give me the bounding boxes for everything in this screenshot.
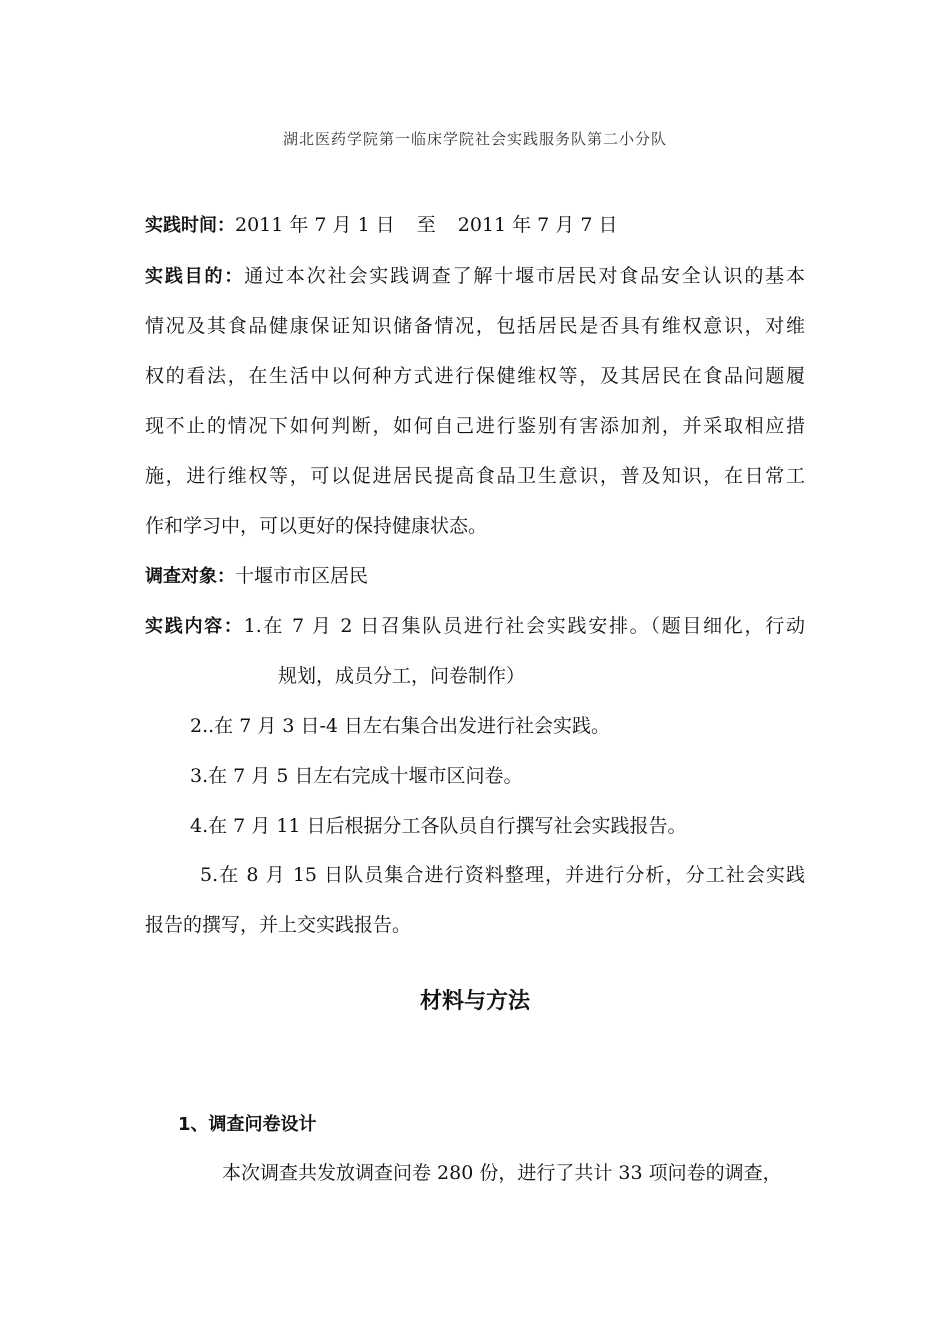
target-label: 调查对象：: [145, 566, 235, 587]
document-header: 湖北医药学院第一临床学院社会实践服务队第二小分队: [282, 130, 667, 148]
content-item-3: 3.在 7 月 5 日左右完成十堰市区问卷。: [190, 765, 523, 787]
purpose-label: 实践目的：: [145, 266, 245, 287]
content-label: 实践内容：: [145, 616, 244, 637]
practice-time-separator: 至: [416, 214, 436, 236]
content-item-5-line-1: 5.在 8 月 15 日队员集合进行资料整理，并进行分析，分工社会实践: [200, 864, 805, 886]
practice-time-label: 实践时间：: [145, 215, 235, 236]
purpose-line-6: 作和学习中，可以更好的保持健康状态。: [145, 515, 488, 537]
target-value: 十堰市市区居民: [235, 565, 369, 587]
practice-time-end: 2011 年 7 月 7 日: [457, 214, 618, 236]
content-item-5-line-2: 报告的撰写，并上交实践报告。: [145, 914, 412, 936]
sub-section-title: 1、调查问卷设计: [178, 1114, 317, 1135]
content-item-4: 4.在 7 月 11 日后根据分工各队员自行撰写社会实践报告。: [190, 815, 687, 837]
purpose-line-4: 现不止的情况下如何判断，如何自己进行鉴别有害添加剂，并采取相应措: [145, 415, 805, 437]
content-item-1-text: 1.在 7 月 2 日召集队员进行社会实践安排。（题目细化，行动: [243, 615, 805, 637]
purpose-line-3: 权的看法，在生活中以何种方式进行保健维权等，及其居民在食品问题履: [145, 365, 805, 387]
section-paragraph-line-1: 本次调查共发放调查问卷 280 份，进行了共计 33 项问卷的调查，: [222, 1162, 782, 1184]
content-item-1-line-2: 规划，成员分工，问卷制作）: [278, 665, 526, 687]
practice-time-line: [145, 212, 805, 239]
target-line: [145, 563, 805, 590]
purpose-text-1: 通过本次社会实践调查了解十堰市居民对食品安全认识的基本: [244, 265, 805, 287]
purpose-line-2: 情况及其食品健康保证知识储备情况，包括居民是否具有维权意识，对维: [145, 315, 805, 337]
content-item-2: 2..在 7 月 3 日-4 日左右集合出发进行社会实践。: [190, 715, 611, 737]
purpose-line-5: 施，进行维权等，可以促进居民提高食品卫生意识，普及知识，在日常工: [145, 465, 805, 487]
section-title: 材料与方法: [419, 989, 530, 1014]
practice-time-start: 2011 年 7 月 1 日: [235, 214, 395, 236]
content-item-1-line-1: [145, 613, 805, 640]
purpose-line-1: [145, 263, 805, 290]
